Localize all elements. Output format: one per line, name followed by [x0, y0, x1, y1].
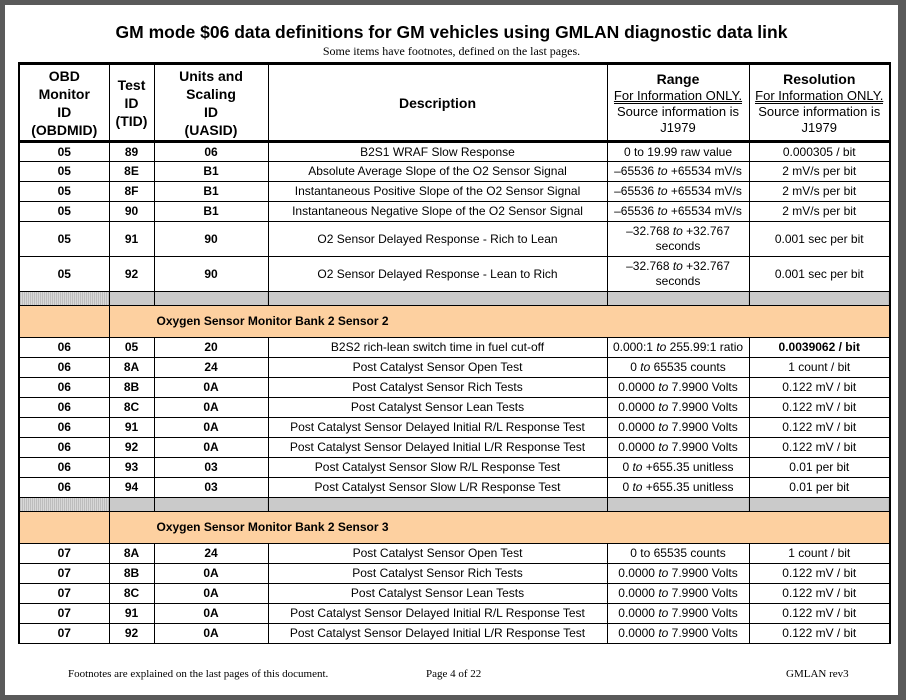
- range-part: to: [658, 400, 669, 414]
- range-part: +65534 mV/s: [667, 184, 742, 198]
- range-part: 0: [630, 360, 641, 374]
- section-blank-cell: [19, 512, 109, 544]
- table-row: [19, 604, 890, 624]
- obdmid-cell: 06: [19, 418, 109, 438]
- uasid-cell: 0A: [154, 418, 268, 438]
- description-cell: Post Catalyst Sensor Rich Tests: [268, 564, 607, 584]
- uasid-cell: 90: [154, 257, 268, 292]
- obdmid-cell: 05: [19, 162, 109, 182]
- separator-cell: [749, 292, 890, 306]
- uasid-cell: 06: [154, 142, 268, 162]
- range-part: 0.0000: [618, 606, 659, 620]
- separator-cell: [154, 498, 268, 512]
- table-row: [19, 624, 890, 644]
- table-row: [19, 458, 890, 478]
- footer-revision: GMLAN rev3: [786, 668, 849, 680]
- range-part: 0 to 65535 counts: [630, 546, 726, 560]
- uasid-cell: 0A: [154, 584, 268, 604]
- resolution-cell: 0.0039062 / bit: [749, 338, 890, 358]
- range-part: to: [632, 480, 643, 494]
- obdmid-cell: 06: [19, 478, 109, 498]
- footer-page-number: Page 4 of 22: [426, 668, 482, 680]
- footer-footnote-note: Footnotes are explained on the last pages of this document.: [68, 668, 329, 680]
- range-part: 0.0000: [618, 380, 659, 394]
- range-part: +65534 mV/s: [667, 204, 742, 218]
- uasid-cell: 20: [154, 338, 268, 358]
- range-cell: [607, 142, 749, 162]
- obdmid-cell: 06: [19, 398, 109, 418]
- range-cell: [607, 418, 749, 438]
- resolution-cell: 0.122 mV / bit: [749, 438, 890, 458]
- table-row: [19, 564, 890, 584]
- separator-cell: [607, 498, 749, 512]
- resolution-cell: 0.000305 / bit: [749, 142, 890, 162]
- tid-cell: 8E: [109, 162, 154, 182]
- range-part: to: [657, 204, 668, 218]
- obdmid-cell: 05: [19, 182, 109, 202]
- range-part: to: [658, 380, 669, 394]
- resolution-cell: 0.122 mV / bit: [749, 624, 890, 644]
- resolution-cell: 1 count / bit: [749, 544, 890, 564]
- table-row: [19, 544, 890, 564]
- range-part: to: [658, 586, 669, 600]
- description-cell: Absolute Average Slope of the O2 Sensor Signal: [268, 162, 607, 182]
- tid-cell: 93: [109, 458, 154, 478]
- description-cell: O2 Sensor Delayed Response - Lean to Rich: [268, 257, 607, 292]
- range-part: to: [658, 420, 669, 434]
- range-cell: [607, 202, 749, 222]
- description-cell: Post Catalyst Sensor Lean Tests: [268, 398, 607, 418]
- range-part: 65535 counts: [650, 360, 726, 374]
- uasid-cell: 90: [154, 222, 268, 257]
- uasid-cell: 0A: [154, 378, 268, 398]
- resolution-cell: 0.122 mV / bit: [749, 584, 890, 604]
- description-cell: O2 Sensor Delayed Response - Rich to Lean: [268, 222, 607, 257]
- tid-cell: 8C: [109, 584, 154, 604]
- table-row: [19, 418, 890, 438]
- separator-cell: [607, 292, 749, 306]
- range-part: to: [632, 460, 643, 474]
- obdmid-cell: 06: [19, 358, 109, 378]
- range-part: to: [640, 360, 651, 374]
- resolution-cell: 2 mV/s per bit: [749, 162, 890, 182]
- tid-cell: 92: [109, 438, 154, 458]
- tid-cell: 91: [109, 222, 154, 257]
- tid-cell: 05: [109, 338, 154, 358]
- range-part: 0.0000: [618, 400, 659, 414]
- uasid-cell: 0A: [154, 398, 268, 418]
- description-cell: Post Catalyst Sensor Delayed Initial L/R Response Test: [268, 438, 607, 458]
- obdmid-cell: 06: [19, 458, 109, 478]
- resolution-cell: 0.001 sec per bit: [749, 222, 890, 257]
- table-row: [19, 222, 890, 257]
- separator-cell: [109, 498, 154, 512]
- obdmid-cell: 05: [19, 142, 109, 162]
- range-part: 7.9900 Volts: [668, 566, 738, 580]
- range-part: 0.000:1: [612, 340, 657, 354]
- header-uasid: Units and Scaling ID (UASID): [154, 64, 268, 142]
- range-part: 7.9900 Volts: [668, 586, 738, 600]
- description-cell: Post Catalyst Sensor Slow L/R Response Test: [268, 478, 607, 498]
- mode06-definitions-table: [18, 62, 891, 644]
- resolution-cell: 0.01 per bit: [749, 458, 890, 478]
- uasid-cell: 03: [154, 458, 268, 478]
- table-row: [19, 438, 890, 458]
- tid-cell: 8A: [109, 544, 154, 564]
- tid-cell: 92: [109, 257, 154, 292]
- header-resolution: Resolution For Information ONLY. Source information is J1979: [749, 64, 890, 142]
- tid-cell: 92: [109, 624, 154, 644]
- range-cell: [607, 257, 749, 292]
- range-cell: [607, 478, 749, 498]
- uasid-cell: 0A: [154, 624, 268, 644]
- range-part: 7.9900 Volts: [668, 380, 738, 394]
- range-part: to: [657, 164, 668, 178]
- range-cell: [607, 338, 749, 358]
- table-row: [19, 182, 890, 202]
- uasid-cell: 03: [154, 478, 268, 498]
- range-part: +655.35 unitless: [642, 480, 734, 494]
- tid-cell: 91: [109, 604, 154, 624]
- range-part: to: [658, 566, 669, 580]
- tid-cell: 8A: [109, 358, 154, 378]
- obdmid-cell: 06: [19, 438, 109, 458]
- resolution-cell: 0.01 per bit: [749, 478, 890, 498]
- range-cell: [607, 378, 749, 398]
- obdmid-cell: 07: [19, 544, 109, 564]
- range-cell: [607, 458, 749, 478]
- range-part: –65536: [614, 204, 658, 218]
- section-blank-cell: [19, 306, 109, 338]
- table-row: [19, 584, 890, 604]
- table-row: [19, 142, 890, 162]
- resolution-cell: 0.001 sec per bit: [749, 257, 890, 292]
- uasid-cell: 24: [154, 544, 268, 564]
- tid-cell: 91: [109, 418, 154, 438]
- uasid-cell: 24: [154, 358, 268, 378]
- range-part: 0.0000: [618, 626, 659, 640]
- range-part: to: [658, 626, 669, 640]
- header-obdmid: OBD Monitor ID (OBDMID): [19, 64, 109, 142]
- page-title: GM mode $06 data definitions for GM vehicles using GMLAN diagnostic data link: [115, 22, 788, 42]
- obdmid-cell: 05: [19, 257, 109, 292]
- tid-cell: 8B: [109, 564, 154, 584]
- separator-cell: [19, 292, 109, 306]
- resolution-cell: 2 mV/s per bit: [749, 182, 890, 202]
- range-cell: [607, 398, 749, 418]
- obdmid-cell: 06: [19, 378, 109, 398]
- range-part: 0 to 19.99 raw value: [623, 144, 733, 159]
- range-part: to: [658, 606, 669, 620]
- resolution-cell: 1 count / bit: [749, 358, 890, 378]
- range-part: 0: [622, 480, 633, 494]
- section-title: Oxygen Sensor Monitor Bank 2 Sensor 2: [109, 306, 890, 338]
- uasid-cell: B1: [154, 202, 268, 222]
- range-cell: [607, 544, 749, 564]
- tid-cell: 89: [109, 142, 154, 162]
- range-part: +32.767 seconds: [655, 259, 730, 288]
- separator-row: [19, 498, 890, 512]
- table-row: [19, 478, 890, 498]
- range-part: to: [658, 440, 669, 454]
- obdmid-cell: 07: [19, 604, 109, 624]
- document-page: [5, 5, 898, 695]
- range-part: 7.9900 Volts: [668, 420, 738, 434]
- range-cell: [607, 162, 749, 182]
- range-part: 0.0000: [618, 420, 659, 434]
- description-cell: Post Catalyst Sensor Delayed Initial R/L Response Test: [268, 418, 607, 438]
- range-cell: [607, 182, 749, 202]
- resolution-cell: 0.122 mV / bit: [749, 398, 890, 418]
- resolution-cell: 0.122 mV / bit: [749, 564, 890, 584]
- range-part: 255.99:1 ratio: [666, 340, 744, 354]
- obdmid-cell: 06: [19, 338, 109, 358]
- uasid-cell: 0A: [154, 438, 268, 458]
- range-part: –32.768: [626, 259, 673, 273]
- obdmid-cell: 07: [19, 564, 109, 584]
- header-range: Range For Information ONLY. Source information is J1979: [607, 64, 749, 142]
- description-cell: Instantaneous Positive Slope of the O2 Sensor Signal: [268, 182, 607, 202]
- description-cell: Post Catalyst Sensor Slow R/L Response Test: [268, 458, 607, 478]
- description-cell: Post Catalyst Sensor Open Test: [268, 544, 607, 564]
- range-part: 0.0000: [618, 566, 659, 580]
- page-subtitle: Some items have footnotes, defined on the last pages.: [322, 44, 581, 58]
- obdmid-cell: 07: [19, 584, 109, 604]
- range-cell: [607, 604, 749, 624]
- range-part: +65534 mV/s: [667, 164, 742, 178]
- separator-cell: [19, 498, 109, 512]
- resolution-cell: 0.122 mV / bit: [749, 418, 890, 438]
- tid-cell: 94: [109, 478, 154, 498]
- range-part: –32.768: [626, 224, 673, 238]
- table-row: [19, 378, 890, 398]
- uasid-cell: 0A: [154, 564, 268, 584]
- tid-cell: 8B: [109, 378, 154, 398]
- range-part: 0.0000: [618, 440, 659, 454]
- separator-cell: [109, 292, 154, 306]
- description-cell: Post Catalyst Sensor Open Test: [268, 358, 607, 378]
- table-row: [19, 398, 890, 418]
- description-cell: Post Catalyst Sensor Lean Tests: [268, 584, 607, 604]
- resolution-cell: 0.122 mV / bit: [749, 604, 890, 624]
- tid-cell: 90: [109, 202, 154, 222]
- separator-cell: [268, 292, 607, 306]
- range-part: to: [656, 340, 667, 354]
- table-row: [19, 202, 890, 222]
- range-part: to: [672, 259, 683, 273]
- obdmid-cell: 05: [19, 202, 109, 222]
- separator-cell: [749, 498, 890, 512]
- uasid-cell: 0A: [154, 604, 268, 624]
- separator-cell: [154, 292, 268, 306]
- separator-row: [19, 292, 890, 306]
- obdmid-cell: 07: [19, 624, 109, 644]
- obdmid-cell: 05: [19, 222, 109, 257]
- range-cell: [607, 564, 749, 584]
- section-header-row: [19, 306, 890, 338]
- uasid-cell: B1: [154, 182, 268, 202]
- table-row: [19, 162, 890, 182]
- range-part: to: [672, 224, 683, 238]
- range-part: 0: [622, 460, 633, 474]
- table-row: [19, 257, 890, 292]
- range-part: +32.767 seconds: [655, 224, 730, 253]
- resolution-cell: 2 mV/s per bit: [749, 202, 890, 222]
- table-header-row: [19, 64, 890, 142]
- range-part: 7.9900 Volts: [668, 626, 738, 640]
- range-cell: [607, 222, 749, 257]
- table-row: [19, 358, 890, 378]
- description-cell: Post Catalyst Sensor Rich Tests: [268, 378, 607, 398]
- range-part: +655.35 unitless: [642, 460, 734, 474]
- resolution-cell: 0.122 mV / bit: [749, 378, 890, 398]
- range-part: 7.9900 Volts: [668, 606, 738, 620]
- range-part: 7.9900 Volts: [668, 400, 738, 414]
- range-cell: [607, 584, 749, 604]
- range-part: –65536: [614, 184, 658, 198]
- header-description: Description: [268, 64, 607, 142]
- description-cell: Post Catalyst Sensor Delayed Initial L/R Response Test: [268, 624, 607, 644]
- separator-cell: [268, 498, 607, 512]
- uasid-cell: B1: [154, 162, 268, 182]
- table-row: [19, 338, 890, 358]
- section-header-row: [19, 512, 890, 544]
- section-title: Oxygen Sensor Monitor Bank 2 Sensor 3: [109, 512, 890, 544]
- range-cell: [607, 624, 749, 644]
- description-cell: B2S2 rich-lean switch time in fuel cut-off: [268, 338, 607, 358]
- range-cell: [607, 438, 749, 458]
- description-cell: B2S1 WRAF Slow Response: [268, 142, 607, 162]
- range-part: to: [657, 184, 668, 198]
- range-part: 0.0000: [618, 586, 659, 600]
- tid-cell: 8F: [109, 182, 154, 202]
- range-cell: [607, 358, 749, 378]
- header-tid: Test ID (TID): [109, 64, 154, 142]
- tid-cell: 8C: [109, 398, 154, 418]
- description-cell: Instantaneous Negative Slope of the O2 Sensor Signal: [268, 202, 607, 222]
- description-cell: Post Catalyst Sensor Delayed Initial R/L Response Test: [268, 604, 607, 624]
- range-part: –65536: [614, 164, 658, 178]
- range-part: 7.9900 Volts: [668, 440, 738, 454]
